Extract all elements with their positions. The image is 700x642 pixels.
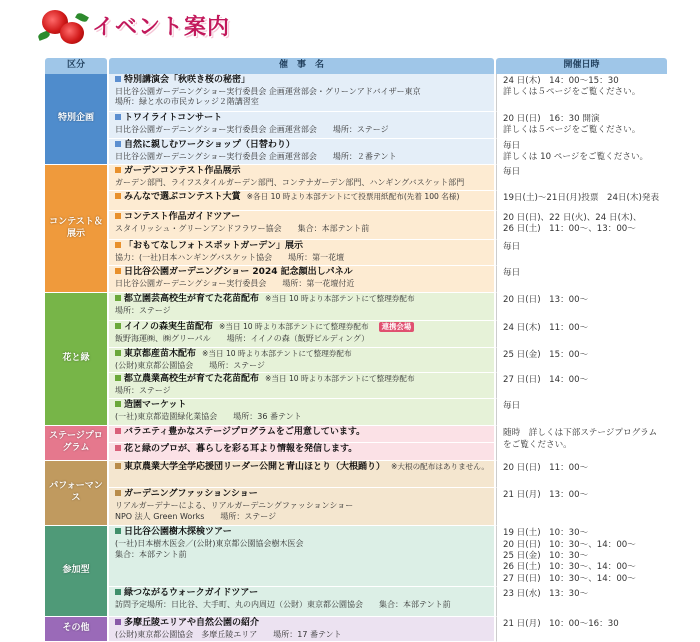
event-date: 26 日(土) 10：30～、14：00～ bbox=[503, 562, 636, 573]
event-date: 24 日(木) 11：00～ bbox=[503, 322, 589, 333]
event-date: 24 日(木) 14：00～15：30 bbox=[503, 76, 619, 86]
date-cell bbox=[496, 293, 667, 321]
event-title: みんなで選ぶコンテスト大賞 bbox=[124, 191, 241, 202]
event-name bbox=[115, 212, 490, 224]
event-cell bbox=[109, 240, 494, 266]
table-row bbox=[45, 617, 667, 642]
event-date: 毎日 bbox=[503, 267, 521, 278]
category-label: 参加型 bbox=[62, 565, 90, 576]
event-title: 自然に親しむワークショップ（日替わり） bbox=[124, 139, 295, 150]
event-name bbox=[115, 113, 490, 125]
event-note: ※各日 10 時より本部テントにて投票用紙配布(先着 100 名様) bbox=[246, 191, 460, 201]
date-cell bbox=[496, 165, 667, 190]
date-cell bbox=[496, 399, 667, 426]
event-name bbox=[115, 588, 490, 600]
date-cell bbox=[496, 74, 667, 112]
event-note: ※当日 10 時より本部テントにて整理券配布 bbox=[202, 348, 352, 358]
category-cell bbox=[45, 165, 107, 292]
table-row bbox=[45, 191, 667, 211]
event-note: ※当日 10 時より本部テントにて整理券配布 bbox=[219, 321, 369, 331]
event-detail: ガーデン部門、ライフスタイルガーデン部門、コンテナガーデン部門、ハンギングバスケット部門 bbox=[115, 178, 465, 188]
category-label: その他 bbox=[62, 623, 90, 634]
category-cell bbox=[45, 426, 107, 461]
date-cell bbox=[496, 240, 667, 266]
event-name bbox=[115, 192, 490, 204]
event-cell bbox=[109, 321, 494, 348]
table-row bbox=[45, 426, 667, 443]
page-title: イベント案内 bbox=[92, 15, 231, 41]
table-row bbox=[45, 373, 667, 399]
category-cell bbox=[45, 74, 107, 165]
event-title: 都立農業高校生が育てた花苗配布 bbox=[124, 374, 260, 385]
category-cell bbox=[45, 526, 107, 617]
date-cell bbox=[496, 526, 667, 587]
event-title: 日比谷公園ガーデニングショー 2024 記念顔出しパネル bbox=[124, 266, 353, 277]
table-row bbox=[45, 266, 667, 293]
event-detail: 日比谷公園ガーデニングショー実行委員会 企画運営部会 場所：２番テント bbox=[115, 151, 397, 161]
event-title: イイノの森実生苗配布 bbox=[124, 321, 214, 332]
date-cell bbox=[496, 139, 667, 166]
event-date: 19日(土)～21日(月)投票 24日(木)発表 bbox=[503, 192, 660, 203]
category-label: 花と緑 bbox=[62, 353, 90, 364]
column-header-category: 区分 bbox=[45, 58, 107, 74]
event-detail: 場所：ステージ bbox=[115, 386, 171, 396]
event-title: 東京農業大学全学応援団リーダー公開と青山ほとり（大根踊り） bbox=[124, 462, 386, 473]
event-date: 27 日(日) 14：00～ bbox=[503, 375, 589, 386]
event-detail: 協力：(一社)日本ハンギングバスケット協会 場所：第一花壇 bbox=[115, 252, 345, 262]
event-name bbox=[115, 427, 490, 439]
event-note: ※大根の配布はありません。 bbox=[391, 462, 489, 472]
event-name bbox=[115, 444, 490, 456]
event-cell bbox=[109, 443, 494, 461]
event-date: 20 日(日) 13：00～ bbox=[503, 294, 589, 305]
event-detail: 訪問予定場所：日比谷、大手町、丸の内周辺（公財）東京都公園協会 集合：本部テント前 bbox=[115, 599, 451, 609]
venue-badge: 連携会場 bbox=[379, 322, 415, 332]
event-title: 「おもてなしフォトスポットガーデン」展示 bbox=[124, 240, 304, 251]
table-row bbox=[45, 211, 667, 240]
table-row bbox=[45, 112, 667, 139]
event-date: 23 日(水) 13：30～ bbox=[503, 588, 589, 599]
event-date: 25 日(金) 15：00～ bbox=[503, 349, 589, 360]
table-row bbox=[45, 139, 667, 166]
event-date: 19 日(土) 10：30～ bbox=[503, 528, 589, 539]
event-title: 造園マーケット bbox=[124, 400, 187, 411]
event-date: 毎日 bbox=[503, 167, 521, 178]
event-cell bbox=[109, 211, 494, 240]
event-date: 21 日(月) 10：00～16：30 bbox=[503, 618, 619, 629]
event-name bbox=[115, 349, 490, 361]
event-cell bbox=[109, 399, 494, 426]
table-row bbox=[45, 348, 667, 373]
event-title: 日比谷公園樹木探検ツアー bbox=[124, 527, 232, 538]
date-cell bbox=[496, 112, 667, 139]
event-date: 26 日(土) 11：00～、13：00～ bbox=[503, 224, 636, 235]
event-detail: 日比谷公園ガーデニングショー実行委員会 場所：第一花壇付近 bbox=[115, 278, 355, 288]
event-title: 花と緑のプロが、暮らしを彩る耳より情報を発信します。 bbox=[124, 444, 358, 455]
column-header-event: 催 事 名 bbox=[109, 58, 494, 74]
event-date: をご覧ください。 bbox=[503, 439, 572, 450]
event-detail: 日比谷公園ガーデニングショー実行委員会 企画運営部会・グリーンアドバイザー東京 bbox=[115, 86, 421, 96]
event-date: 27 日(日) 10：30～、14：00～ bbox=[503, 573, 636, 584]
event-date: 詳しくは５ページをご覧ください。 bbox=[503, 125, 641, 136]
table-row bbox=[45, 526, 667, 587]
event-detail: 飯野海運㈱、㈱グリーパル 場所：イイノの森（飯野ビルディング） bbox=[115, 333, 370, 343]
category-label: パフォーマンス bbox=[49, 481, 103, 504]
table-row bbox=[45, 587, 667, 617]
event-name bbox=[115, 322, 490, 334]
event-name bbox=[115, 374, 490, 386]
event-detail: (一社)日本樹木医会／(公財)東京都公園協会樹木医会 bbox=[115, 539, 304, 549]
event-title: 緑つながるウォークガイドツアー bbox=[124, 587, 259, 598]
event-date: 25 日(金) 10：30～ bbox=[503, 550, 589, 561]
table-row bbox=[45, 74, 667, 112]
event-name bbox=[115, 294, 490, 306]
event-cell bbox=[109, 191, 494, 211]
event-date: 毎日 bbox=[503, 241, 521, 252]
date-cell bbox=[496, 488, 667, 526]
event-cell bbox=[109, 165, 494, 190]
event-note: ※当日 10 時より本部テントにて整理券配布 bbox=[265, 293, 415, 303]
event-title: 都立園芸高校生が育てた花苗配布 bbox=[124, 293, 260, 304]
event-cell bbox=[109, 74, 494, 112]
event-date: 毎日 bbox=[503, 140, 521, 151]
event-cell bbox=[109, 373, 494, 399]
event-title: トワイライトコンサート bbox=[124, 113, 223, 123]
event-cell bbox=[109, 139, 494, 166]
event-date: 20 日(日) 11：00～ bbox=[503, 463, 589, 474]
event-title: 多摩丘陵エリアや自然公園の紹介 bbox=[124, 617, 260, 628]
event-date: 20 日(日) 10：30～、14：00～ bbox=[503, 539, 636, 550]
category-label: ステージプログラム bbox=[49, 431, 103, 454]
date-cell bbox=[496, 617, 667, 642]
table-row bbox=[45, 240, 667, 266]
date-cell bbox=[496, 348, 667, 373]
table-row bbox=[45, 399, 667, 426]
event-title: 特別講演会「秋咲き桜の秘密」 bbox=[124, 75, 251, 85]
column-header-date: 開催日時 bbox=[496, 58, 667, 74]
event-table bbox=[43, 58, 669, 642]
event-name bbox=[115, 400, 490, 412]
event-cell bbox=[109, 426, 494, 443]
table-row bbox=[45, 461, 667, 488]
event-title: バラエティ豊かなステージプログラムをご用意しています。 bbox=[124, 427, 366, 438]
event-detail: 場所：ステージ bbox=[115, 305, 171, 315]
event-detail: 日比谷公園ガーデニングショー実行委員会 企画運営部会 場所：ステージ bbox=[115, 124, 389, 134]
event-date: 詳しくは５ページをご覧ください。 bbox=[503, 87, 641, 98]
event-detail: スタイリッシュ・グリーンアンドフラワー協会 集合：本部テント前 bbox=[115, 223, 370, 233]
date-cell bbox=[496, 191, 667, 211]
event-detail: 場所：緑と水の市民カレッジ２階講習室 bbox=[115, 97, 259, 107]
event-date: 20 日(日) 16：30 開演 bbox=[503, 114, 600, 124]
event-cell bbox=[109, 266, 494, 293]
date-cell bbox=[496, 461, 667, 488]
event-cell bbox=[109, 617, 494, 642]
event-name bbox=[115, 166, 490, 178]
event-name bbox=[115, 241, 490, 253]
date-cell bbox=[496, 373, 667, 399]
event-name bbox=[115, 527, 490, 539]
event-title: ガーデニングファッションショー bbox=[124, 489, 258, 500]
event-detail: (公財)東京都公園協会 多摩丘陵エリア 場所：17 番テント bbox=[115, 629, 342, 639]
category-cell bbox=[45, 617, 107, 642]
date-cell bbox=[496, 587, 667, 617]
page-header bbox=[38, 8, 230, 48]
table-row bbox=[45, 293, 667, 321]
event-detail: (一社)東京都造園緑化業協会 場所：36 番テント bbox=[115, 412, 302, 422]
date-cell bbox=[496, 211, 667, 240]
event-cell bbox=[109, 526, 494, 587]
event-cell bbox=[109, 293, 494, 321]
table-header-row bbox=[45, 58, 667, 74]
event-title: 東京都産苗木配布 bbox=[124, 348, 197, 359]
event-cell bbox=[109, 488, 494, 526]
event-title: コンテスト作品ガイドツアー bbox=[124, 211, 241, 222]
event-detail: (公財)東京都公園協会 場所：ステージ bbox=[115, 360, 265, 370]
event-cell bbox=[109, 587, 494, 617]
rose-icon bbox=[38, 8, 88, 48]
event-note: ※当日 10 時より本部テントにて整理券配布 bbox=[265, 374, 415, 384]
category-cell bbox=[45, 461, 107, 526]
event-detail: リアルガーデナーによる、リアルガーデニングファッションショー bbox=[115, 501, 354, 511]
event-date: 21 日(月) 13：00～ bbox=[503, 490, 589, 501]
event-cell bbox=[109, 348, 494, 373]
event-date: 詳しくは 10 ページをご覧ください。 bbox=[503, 152, 649, 163]
category-label: 特別企画 bbox=[57, 113, 94, 124]
event-date: 随時 詳しくは下部ステージプログラム bbox=[503, 428, 658, 439]
event-date: 毎日 bbox=[503, 401, 521, 412]
date-cell bbox=[496, 321, 667, 348]
event-name bbox=[115, 618, 490, 630]
table-row bbox=[45, 321, 667, 348]
event-title: ガーデンコンテスト作品展示 bbox=[124, 166, 241, 177]
event-name bbox=[115, 75, 490, 87]
event-name bbox=[115, 140, 490, 152]
category-label: コンテスト＆展示 bbox=[49, 216, 103, 239]
event-name bbox=[115, 267, 490, 279]
event-detail: NPO 法人 Green Works 場所：ステージ bbox=[115, 511, 277, 521]
date-cell bbox=[496, 266, 667, 293]
event-detail: 集合：本部テント前 bbox=[115, 549, 187, 559]
category-cell bbox=[45, 293, 107, 426]
event-date: 20 日(日)、22 日(火)、24 日(木)、 bbox=[503, 212, 642, 223]
event-cell bbox=[109, 112, 494, 139]
event-name bbox=[115, 489, 490, 501]
event-cell bbox=[109, 461, 494, 488]
event-name bbox=[115, 462, 490, 474]
table-row bbox=[45, 488, 667, 526]
date-cell bbox=[496, 426, 667, 461]
table-row bbox=[45, 165, 667, 190]
